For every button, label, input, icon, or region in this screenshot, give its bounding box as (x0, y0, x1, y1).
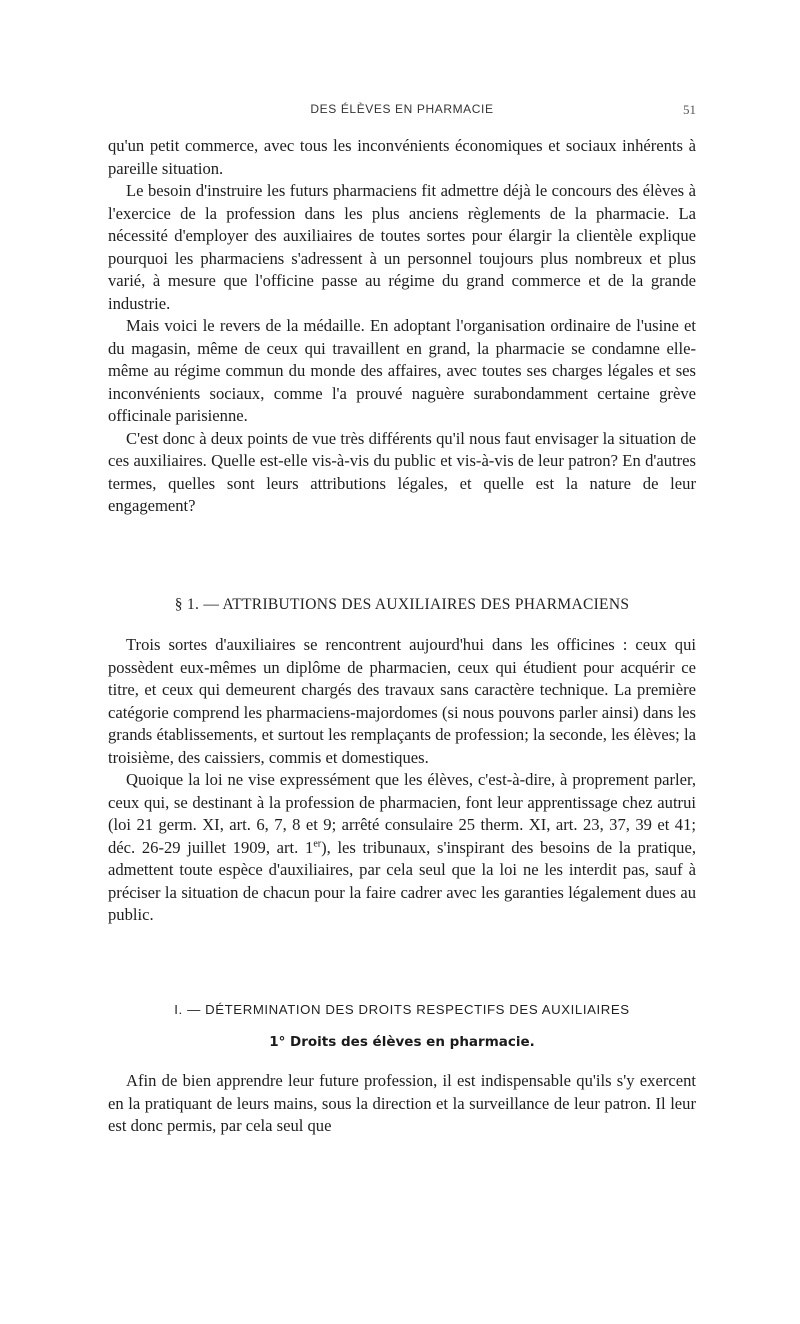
paragraph (108, 769, 696, 927)
paragraph-text: Quoique la loi ne vise expressément que les élèves, c'est-à-dire, à proprement parler, ceux qui, se destinant à la profession de pharmacien, font leur apprentissage chez autrui (loi 21 germ. XI, art. 6, 7, 8 et 9; arrêté consulaire 25 therm. XI, art. 23, 37, 39 et 41; déc. 26-29 juillet 1909, art. 1 (108, 770, 696, 857)
subsection-heading: I. — DÉTERMINATION DES DROITS RESPECTIFS DES AUXILIAIRES (174, 1002, 630, 1017)
paragraph: Afin de bien apprendre leur future profession, il est indispensable qu'ils s'y exercent en la pratiquant de leurs mains, sous la direction et la surveillance de leur patron. Il leur est donc permis, par cela seul que (108, 1071, 696, 1135)
running-head (108, 102, 696, 122)
paragraph: Mais voici le revers de la médaille. En adoptant l'organisation ordinaire de l'usine et du magasin, même de ceux qui travaillent en grand, la pharmacie se condamne elle-même au régime commun du monde des affaires, avec toutes ses charges légales et ses inconvénients sociaux, comme l'a prouvé naguère surabondamment certaine grève officinale parisienne. (108, 316, 696, 425)
intro-text (108, 135, 696, 518)
superscript: er (313, 837, 322, 849)
subsection-text (108, 1070, 696, 1138)
paragraph-text: ), les tribunaux, s'inspirant des besoins de la pratique, admettent toute espèce d'auxiliaires, par cela seul que la loi ne les interdit pas, sauf à préciser la situation de chacun pour la faire cadrer avec les garanties légalement dues au public. (108, 837, 696, 924)
paragraph: C'est donc à deux points de vue très différents qu'il nous faut envisager la situation de ces auxiliaires. Quelle est-elle vis-à-vis du public et vis-à-vis de leur patron? En d'autres termes, quelles sont leurs attributions légales, et quelle est la nature de leur engagement? (108, 428, 696, 515)
paragraph: qu'un petit commerce, avec tous les inconvénients économiques et sociaux inhérents à pareille situation. (108, 136, 696, 178)
subsection-subheading: 1° Droits des élèves en pharmacie. (269, 1034, 535, 1050)
section-text (108, 634, 696, 927)
page-number: 51 (683, 102, 696, 117)
running-title: DES ÉLÈVES EN PHARMACIE (310, 102, 494, 116)
section-heading: § 1. — ATTRIBUTIONS DES AUXILIAIRES DES PHARMACIENS (174, 596, 630, 613)
paragraph: Trois sortes d'auxiliaires se rencontrent aujourd'hui dans les officines : ceux qui possèdent eux-mêmes un diplôme de pharmacien, ceux qui étudient pour acquérir ce titre, et ceux qui demeurent chargés des travaux sans caractère technique. La première catégorie comprend les pharmaciens-majordomes (si nous pouvons parler ainsi) dans les grands établissements, et surtout les remplaçants de profession; la seconde, les élèves; la troisième, des caissiers, commis et domestiques. (108, 635, 696, 767)
paragraph: Le besoin d'instruire les futurs pharmaciens fit admettre déjà le concours des élèves à l'exercice de la profession dans les plus anciens règlements de la pharmacie. La nécessité d'employer des auxiliaires de toutes sortes pour élargir la clientèle explique pourquoi les pharmaciens s'adressent à un personnel toujours plus nombreux et plus varié, à mesure que l'officine passe au régime du grand commerce et de la grande industrie. (108, 181, 696, 313)
